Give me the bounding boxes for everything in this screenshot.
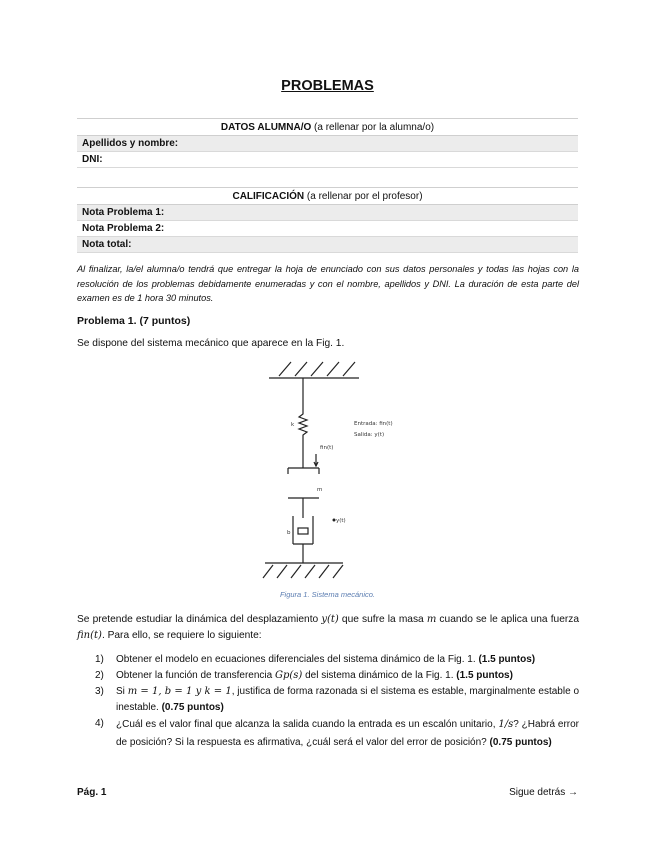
problem-heading-title: Problema 1. (77, 315, 137, 327)
question-text-cont: ? ¿Habrá error de posición? Si la respuesta es afirmativa, ¿cuál será el valor del error de posición? (116, 719, 580, 748)
student-name-field[interactable] (227, 136, 578, 152)
grade-total-field[interactable] (227, 237, 578, 253)
context-var-y: y(t) (321, 614, 339, 625)
grade-row-p2 (77, 221, 578, 237)
context-text-2: que sufre la masa (338, 614, 427, 625)
student-dni-label: DNI: (77, 152, 227, 168)
student-dni-field[interactable] (227, 152, 578, 168)
page-number: Pág. 1 (77, 787, 107, 798)
output-dot (333, 519, 335, 521)
question-points: (0.75 puntos) (489, 737, 552, 748)
student-row-dni (77, 152, 578, 168)
question-number: 2) (95, 670, 104, 681)
grade-row-p1 (77, 205, 578, 221)
mechanical-system-figure (255, 358, 405, 583)
instructions-paragraph: Al finalizar, la/el alumna/o tendrá que entregar la hoja de enunciado con sus datos personales y todas las hojas con la resolución de los problemas debidamente enumeradas y con el nombre, apellidos y DNI. La duración de esta parte del examen es de 1 hora 30 minutos. (77, 264, 579, 303)
question-number: 3) (95, 686, 104, 697)
bottom-wall-hatch (263, 565, 343, 578)
grade-header-rest: (a rellenar por el profesor) (304, 190, 423, 202)
next-page-note: Sigue detrás → (509, 787, 578, 798)
figure-drawing (263, 362, 359, 578)
question-text: Si (116, 686, 128, 697)
context-var-f: fin(t) (77, 630, 102, 641)
question-text: ¿Cuál es el valor final que alcanza la salida cuando la entrada es un escalón unitario, (116, 719, 499, 730)
question-item-3 (95, 684, 579, 716)
spring (299, 378, 307, 468)
student-name-label: Apellidos y nombre: (77, 136, 227, 152)
problem-statement: Se dispone del sistema mecánico que aparece en la Fig. 1. (77, 338, 345, 349)
question-item-2 (95, 668, 579, 684)
force-label: fin(t) (320, 445, 334, 451)
context-text-4: . Para ello, se requiere lo siguiente: (101, 630, 262, 641)
question-math: 1/s (498, 719, 514, 730)
problem-context (77, 612, 579, 644)
question-item-4 (95, 716, 579, 766)
displacement-label: y(t) (336, 518, 346, 524)
question-number: 1) (95, 654, 104, 665)
question-points: (1.5 puntos) (456, 670, 513, 681)
question-number: 4) (95, 718, 104, 729)
input-label: Entrada: fin(t) (354, 421, 393, 427)
student-row-name (77, 136, 578, 152)
grade-row-total (77, 237, 578, 253)
question-points: (0.75 puntos) (161, 702, 224, 713)
question-text-cont: del sistema dinámico de la Fig. 1. (302, 670, 454, 681)
mass-label: m (317, 487, 323, 493)
question-text: Obtener el modelo en ecuaciones diferenciales del sistema dinámico de la Fig. 1. (116, 654, 476, 665)
context-text-3: cuando se le aplica una fuerza (436, 614, 580, 625)
grade-table (77, 187, 578, 253)
student-header-rest: (a rellenar por la alumna/o) (311, 121, 435, 133)
grade-total-label: Nota total: (77, 237, 227, 253)
grade-p1-field[interactable] (227, 205, 578, 221)
damper-piston (298, 528, 308, 534)
question-points: (1.5 puntos) (478, 654, 536, 665)
student-header-bold: DATOS ALUMNA/O (220, 121, 312, 133)
question-text-cont: , justifica de forma razonada si el sistema es estable, marginalmente estable o inestable. (116, 686, 580, 713)
figure-caption: Figura 1. Sistema mecánico. (279, 590, 376, 599)
grade-table-header (77, 188, 578, 205)
spring-label: k (291, 422, 295, 428)
top-wall-hatch (279, 362, 355, 376)
question-math: m = 1, b = 1 y k = 1 (127, 686, 232, 697)
question-text: Obtener la función de transferencia (116, 670, 275, 681)
question-math: Gp(s) (274, 670, 303, 681)
context-var-m: m (426, 614, 437, 625)
question-item-1 (95, 652, 579, 668)
problem-heading (77, 315, 190, 327)
damper-label: b (287, 530, 291, 536)
problem-heading-points: (7 puntos) (136, 315, 191, 327)
page-title: PROBLEMAS (281, 78, 374, 94)
grade-p2-field[interactable] (227, 221, 578, 237)
grade-p1-label: Nota Problema 1: (77, 205, 227, 221)
output-label: Salida: y(t) (354, 432, 385, 438)
context-text-1: Se pretende estudiar la dinámica del desplazamiento (77, 614, 322, 625)
grade-p2-label: Nota Problema 2: (77, 221, 227, 237)
student-table-header (77, 119, 578, 136)
student-data-table (77, 118, 578, 168)
grade-header-bold: CALIFICACIÓN (232, 190, 305, 202)
